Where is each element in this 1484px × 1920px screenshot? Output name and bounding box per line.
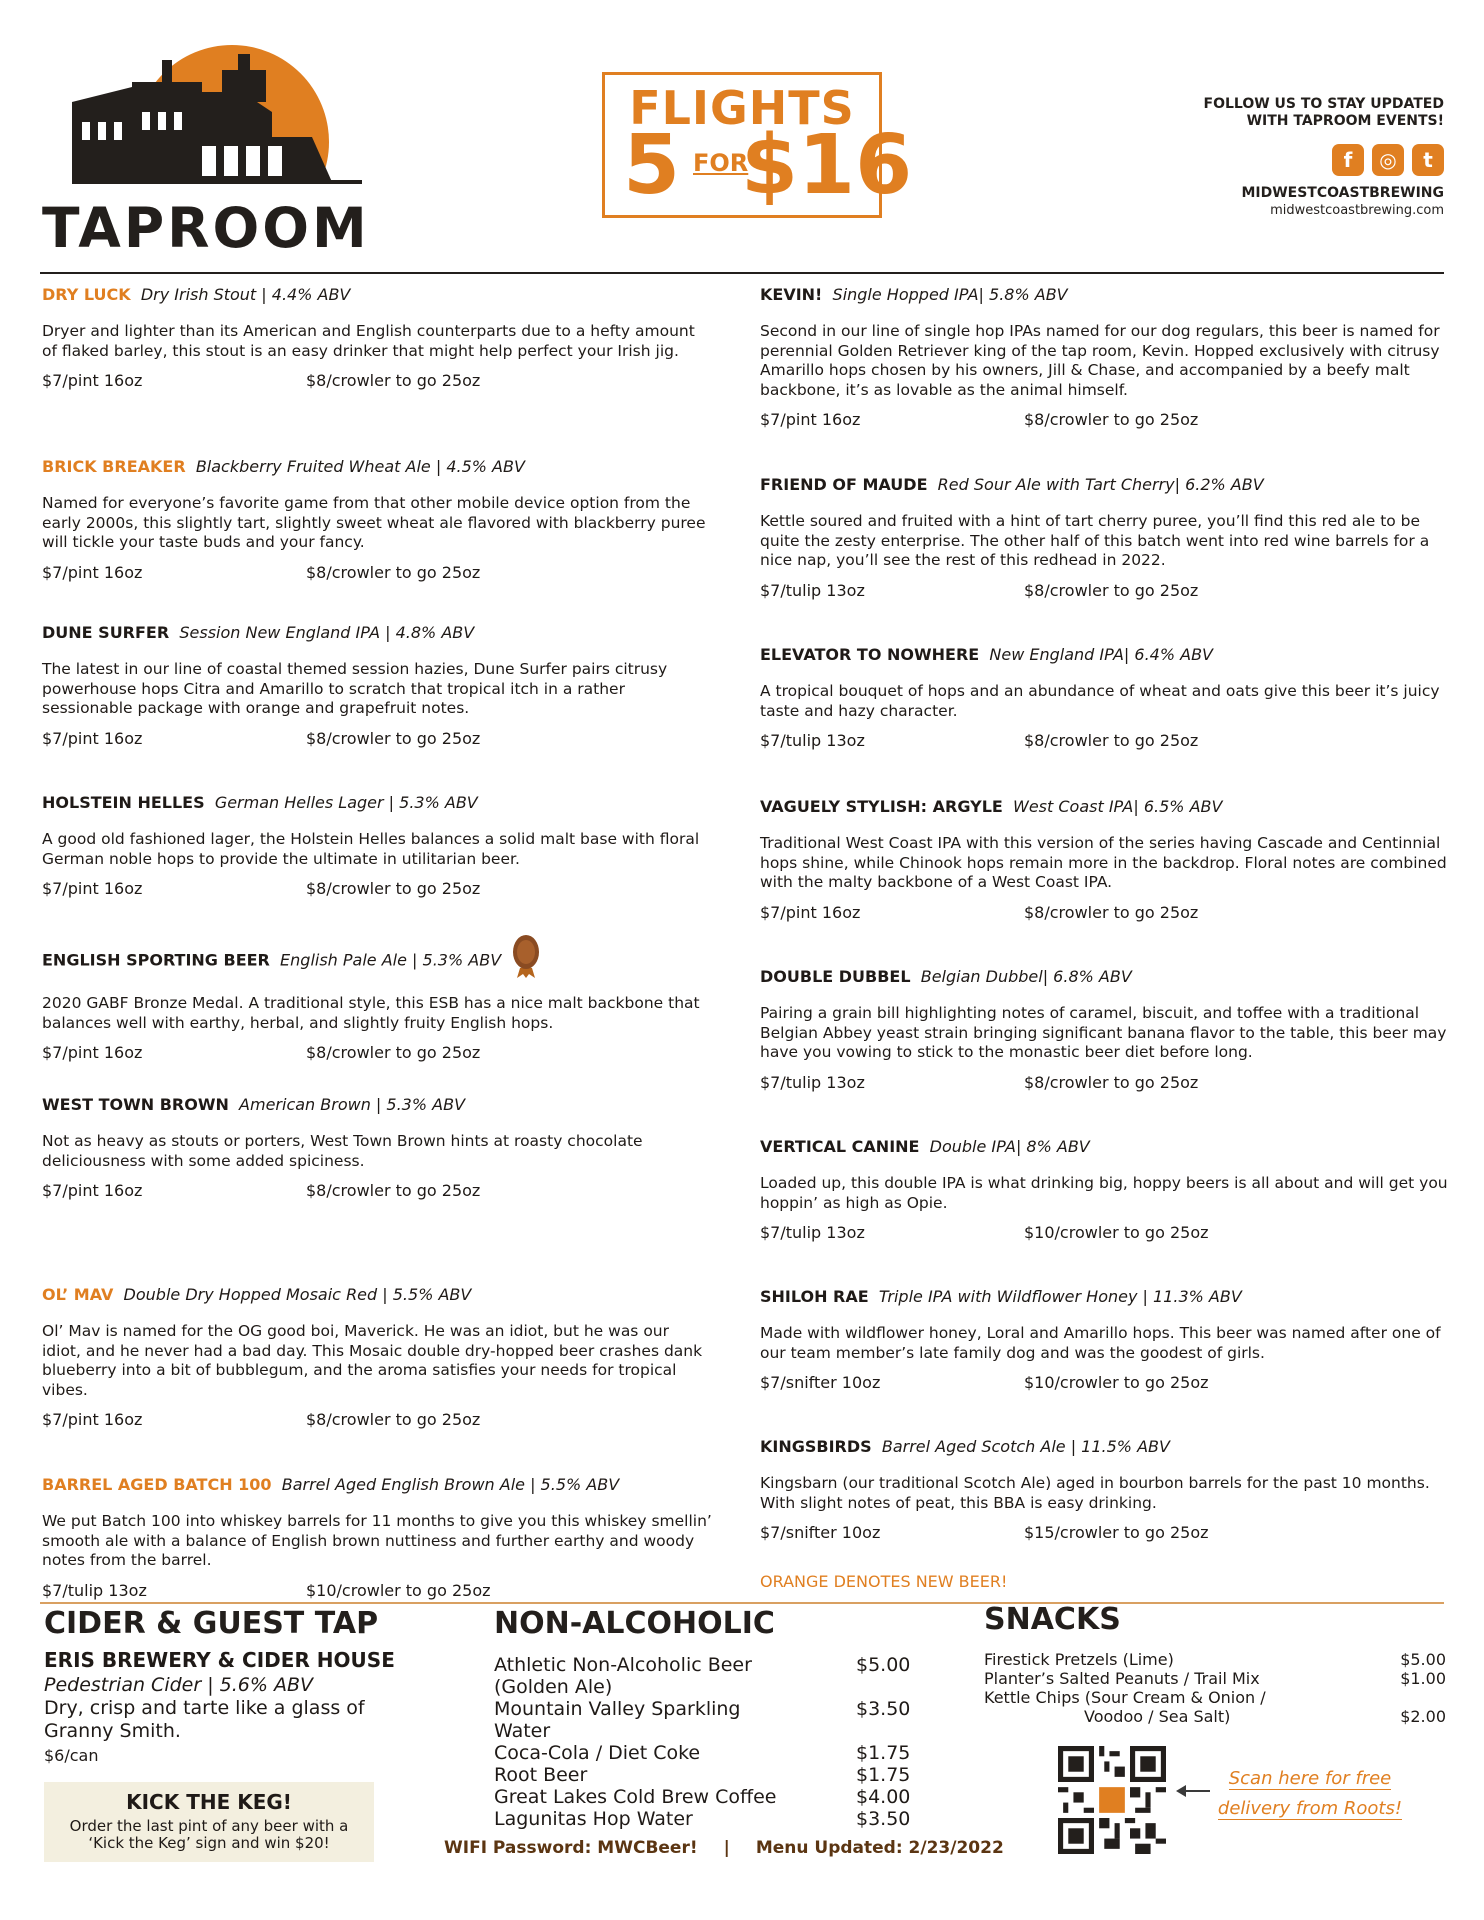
flights-title: FLIGHTS (629, 81, 855, 135)
non-alcoholic-title: NON-ALCOHOLIC (494, 1606, 775, 1641)
beer-description: Not as heavy as stouts or porters, West Town Brown hints at roasty chocolate deliciousness with some added spiciness. (42, 1132, 643, 1170)
keg-title: KICK THE KEG! (126, 1790, 292, 1814)
beer-header (760, 1436, 1450, 1458)
beer-header (42, 944, 712, 978)
beer-description: A good old fashioned lager, the Holstein Helles balances a solid malt base with floral German noble hops to provide the ultimate in utilitarian beer. (42, 830, 700, 868)
beer-description: 2020 GABF Bronze Medal. A traditional style, this ESB has a nice malt backbone that balances well with earthy, herbal, and slightly fruity English hops. (42, 994, 700, 1032)
beer-prices (760, 1223, 1450, 1245)
beer-description: Made with wildflower honey, Loral and Amarillo hops. This beer was named after one of our team member’s late family dog and was the goodest of girls. (760, 1324, 1441, 1362)
beer-description: Second in our line of single hop IPAs named for our dog regulars, this beer is named for perennial Golden Retriever king of the tap room, Kevin. Hopped exclusively with citrusy Amarillo hops chosen by his owners, Jill & Chase, and accompanied by a beefy malt backbone, it’s as lovable as the animal himself. (760, 322, 1440, 399)
pint-price: $7/tulip 13oz (760, 1223, 865, 1242)
beer-header (760, 796, 1450, 818)
item-name: Coca-Cola / Diet Coke (494, 1742, 701, 1764)
item-price: $1.75 (856, 1764, 911, 1786)
crowler-price: $8/crowler to go 25oz (306, 728, 481, 748)
pint-price: $7/tulip 13oz (760, 580, 865, 600)
menu-row (984, 1669, 1446, 1688)
menu-row (494, 1654, 914, 1698)
flights-promo (602, 72, 913, 218)
beer-name: KINGSBIRDS (760, 1437, 872, 1456)
beer-header (760, 1136, 1450, 1158)
menu-row (984, 1707, 1446, 1726)
beer-prices (760, 410, 1450, 432)
beer-name: DRY LUCK (42, 285, 131, 304)
crowler-price: $8/crowler to go 25oz (306, 879, 481, 898)
beer-item (760, 474, 1450, 603)
pint-price: $7/pint 16oz (760, 902, 861, 922)
crowler-price: $8/crowler to go 25oz (1024, 731, 1199, 750)
pint-price: $7/pint 16oz (42, 1043, 143, 1062)
pint-price: $7/pint 16oz (42, 879, 143, 898)
snacks-list (984, 1650, 1446, 1726)
beer-prices (760, 1073, 1450, 1095)
follow-text (1144, 96, 1444, 130)
item-name: Kettle Chips (Sour Cream & Onion / (984, 1688, 1266, 1707)
crowler-price: $8/crowler to go 25oz (306, 562, 481, 582)
facebook-icon[interactable]: f (1332, 144, 1364, 176)
beer-header (42, 1094, 712, 1116)
item-name: Voodoo / Sea Salt) (1084, 1707, 1231, 1726)
beer-prices (760, 581, 1450, 603)
beer-description: The latest in our line of coastal themed session hazies, Dune Surfer pairs citrusy powerhouse hops Citra and Amarillo to scratch that tropical itch in a rather sessionable package with orange and grapefruit notes. (42, 660, 668, 717)
keg-text: Order the last pint of any beer with a ‘Kick the Keg’ sign and win $20! (69, 1817, 349, 1852)
beer-description: We put Batch 100 into whiskey barrels for 11 months to give you this whiskey smellin’ smooth ale with a balance of English brown nuttiness and further earthy and woody notes from the barrel. (42, 1512, 712, 1569)
beer-prices (42, 563, 712, 585)
beer-style: New England IPA| 6.4% ABV (989, 645, 1213, 664)
beer-name: SHILOH RAE (760, 1287, 869, 1306)
crowler-price: $8/crowler to go 25oz (306, 1043, 481, 1062)
beer-style: Dry Irish Stout | 4.4% ABV (140, 285, 351, 304)
beer-description: Loaded up, this double IPA is what drinking big, hoppy beers is all about and will get you hoppin’ as high as Opie. (760, 1174, 1448, 1212)
scan-note (1210, 1764, 1410, 1824)
follow-line-2: WITH TAPROOM EVENTS! (1246, 113, 1444, 129)
brand-url[interactable]: midwestcoastbrewing.com (1270, 203, 1444, 218)
beer-style: English Pale Ale | 5.3% ABV (280, 950, 502, 970)
beer-style: Double IPA| 8% ABV (929, 1137, 1090, 1156)
beer-style: West Coast IPA| 6.5% ABV (1013, 797, 1223, 816)
beer-prices (760, 1523, 1450, 1545)
item-name: Planter’s Salted Peanuts / Trail Mix (984, 1669, 1260, 1688)
beer-description: Named for everyone’s favorite game from that other mobile device option from the early 2000s, this slightly tart, slightly sweet wheat ale flavored with blackberry puree will tickle your taste buds and your fancy. (42, 494, 706, 551)
kick-the-keg-box (44, 1782, 374, 1862)
menu-updated: Menu Updated: 2/23/2022 (755, 1838, 1004, 1858)
beer-item (42, 1284, 712, 1432)
beer-description: Traditional West Coast IPA with this version of the series having Cascade and Centinnial hops shine, while Chinook hops remain more in the backdrop. Floral notes are combined with the malty backbone of a West Coast IPA. (760, 834, 1447, 891)
beer-style: Session New England IPA | 4.8% ABV (179, 623, 475, 642)
beer-name: FRIEND OF MAUDE (760, 475, 928, 494)
beer-prices (42, 1581, 712, 1603)
qr-code[interactable] (1058, 1746, 1166, 1854)
beer-item (42, 622, 712, 751)
beer-header (42, 622, 712, 644)
beer-name: ENGLISH SPORTING BEER (42, 950, 270, 970)
item-price: $3.50 (856, 1808, 911, 1830)
beer-header (42, 1284, 712, 1306)
beer-item (42, 1094, 712, 1203)
cider-price: $6/can (44, 1746, 99, 1765)
social-icons (1332, 144, 1444, 176)
menu-row (494, 1698, 914, 1742)
flights-for: FOR (693, 149, 749, 177)
beer-item (760, 796, 1450, 925)
beer-description: A tropical bouquet of hops and an abundance of wheat and oats give this beer it’s juicy taste and hazy character. (760, 682, 1440, 720)
menu-row (984, 1650, 1446, 1669)
item-price: $4.00 (856, 1786, 911, 1808)
beer-name: BRICK BREAKER (42, 457, 186, 476)
beer-style: Single Hopped IPA| 5.8% ABV (832, 285, 1068, 304)
section-divider (40, 1602, 1444, 1604)
beer-header (760, 966, 1450, 988)
beer-item (42, 1474, 712, 1603)
pint-price: $7/snifter 10oz (760, 1523, 881, 1542)
menu-row (494, 1764, 914, 1786)
item-name: Firestick Pretzels (Lime) (984, 1650, 1174, 1669)
pint-price: $7/pint 16oz (760, 410, 861, 429)
beer-prices (42, 1410, 712, 1432)
item-price: $3.50 (856, 1698, 911, 1720)
beer-item (760, 1136, 1450, 1245)
snacks-title: SNACKS (984, 1602, 1121, 1637)
crowler-price: $8/crowler to go 25oz (306, 1181, 481, 1200)
beer-item (760, 284, 1450, 432)
beer-name: WEST TOWN BROWN (42, 1095, 229, 1114)
crowler-price: $10/crowler to go 25oz (1024, 1373, 1209, 1392)
pint-price: $7/pint 16oz (42, 1410, 143, 1429)
beer-header (42, 284, 712, 306)
menu-row (494, 1786, 914, 1808)
beer-name: VERTICAL CANINE (760, 1137, 920, 1156)
flights-count: 5 (623, 118, 681, 213)
item-name: Lagunitas Hop Water (494, 1808, 693, 1830)
item-name: Great Lakes Cold Brew Coffee (494, 1786, 777, 1808)
beer-style: Triple IPA with Wildflower Honey | 11.3% ABV (878, 1287, 1242, 1306)
flights-price: $16 (741, 118, 913, 213)
instagram-icon[interactable]: ◎ (1372, 144, 1404, 176)
beer-name: HOLSTEIN HELLES (42, 793, 205, 812)
pint-price: $7/pint 16oz (42, 371, 143, 390)
beer-description: Dryer and lighter than its American and English counterparts due to a hefty amount of flaked barley, this stout is an easy drinker that might help perfect your Irish jig. (42, 322, 695, 360)
beer-name: KEVIN! (760, 285, 823, 304)
beer-prices (760, 1373, 1450, 1395)
beer-name: BARREL AGED BATCH 100 (42, 1475, 272, 1494)
crowler-price: $8/crowler to go 25oz (1024, 902, 1199, 922)
cider-title: CIDER & GUEST TAP (44, 1606, 379, 1641)
crowler-price: $8/crowler to go 25oz (1024, 580, 1199, 600)
beer-item (42, 944, 712, 1065)
follow-line-1: FOLLOW US TO STAY UPDATED (1203, 96, 1444, 112)
menu-row (984, 1688, 1446, 1707)
item-price: $1.75 (856, 1742, 911, 1764)
cider-description: Dry, crisp and tarte like a glass of Granny Smith. (44, 1697, 365, 1742)
beer-name: DOUBLE DUBBEL (760, 967, 911, 986)
crowler-price: $8/crowler to go 25oz (306, 1410, 481, 1429)
twitter-icon[interactable]: t (1412, 144, 1444, 176)
crowler-price: $8/crowler to go 25oz (1024, 1072, 1199, 1092)
crowler-price: $10/crowler to go 25oz (306, 1580, 491, 1600)
beer-header (42, 792, 712, 814)
item-name: Mountain Valley Sparkling Water (494, 1698, 741, 1742)
beer-style: German Helles Lager | 5.3% ABV (214, 793, 478, 812)
arrow-left-icon (1176, 1784, 1210, 1798)
wifi-password: WIFI Password: MWCBeer! (444, 1838, 698, 1858)
crowler-price: $8/crowler to go 25oz (1024, 410, 1199, 429)
medal-icon (511, 934, 541, 978)
cider-style: Pedestrian Cider | 5.6% ABV (44, 1674, 313, 1696)
beer-description: Pairing a grain bill highlighting notes of caramel, biscuit, and toffee with a traditional Belgian Abbey yeast strain bringing significant banana flavor to the table, this beer may have you vowing to stick to the monastic beer diet before long. (760, 1004, 1447, 1061)
cider-brewery: ERIS BREWERY & CIDER HOUSE (44, 1648, 395, 1672)
beer-description: Kettle soured and fruited with a hint of tart cherry puree, you’ll find this red ale to be quite the zesty enterprise. The other half of this batch went into red wine barrels for a nice nap, you’ll see the rest of this redhead in 2022. (760, 512, 1430, 569)
item-name: Root Beer (494, 1764, 588, 1786)
item-name: Athletic Non-Alcoholic Beer (Golden Ale) (494, 1654, 752, 1698)
beer-description: Kingsbarn (our traditional Scotch Ale) aged in bourbon barrels for the past 10 months. With slight notes of peat, this BBA is easy drinking. (760, 1474, 1430, 1512)
beer-item (760, 1286, 1450, 1395)
beer-style: Barrel Aged Scotch Ale | 11.5% ABV (881, 1437, 1170, 1456)
pint-price: $7/tulip 13oz (760, 1072, 865, 1092)
pint-price: $7/snifter 10oz (760, 1373, 881, 1392)
beer-prices (42, 879, 712, 901)
beer-prices (760, 731, 1450, 753)
beer-prices (42, 1043, 712, 1065)
beer-name: ELEVATOR TO NOWHERE (760, 645, 980, 664)
beer-prices (42, 1181, 712, 1203)
item-price: $1.00 (1400, 1669, 1446, 1688)
beer-item (760, 966, 1450, 1095)
beer-style: Barrel Aged English Brown Ale | 5.5% ABV (281, 1475, 620, 1494)
crowler-price: $15/crowler to go 25oz (1024, 1523, 1209, 1542)
item-price: $2.00 (1400, 1707, 1446, 1726)
beer-style: American Brown | 5.3% ABV (239, 1095, 466, 1114)
pint-price: $7/pint 16oz (42, 1181, 143, 1200)
beer-header (760, 644, 1450, 666)
beer-style: Belgian Dubbel| 6.8% ABV (920, 967, 1132, 986)
beer-header (760, 474, 1450, 496)
beer-header (760, 1286, 1450, 1308)
new-beer-note: ORANGE DENOTES NEW BEER! (760, 1572, 1008, 1591)
item-price: $5.00 (856, 1654, 911, 1676)
beer-item (42, 792, 712, 901)
crowler-price: $8/crowler to go 25oz (306, 371, 481, 390)
beer-header (42, 456, 712, 478)
beer-style: Blackberry Fruited Wheat Ale | 4.5% ABV (195, 457, 525, 476)
item-price: $5.00 (1400, 1650, 1446, 1669)
beer-name: OL’ MAV (42, 1285, 114, 1304)
crowler-price: $10/crowler to go 25oz (1024, 1223, 1209, 1242)
beer-description: Ol’ Mav is named for the OG good boi, Maverick. He was an idiot, but he was our idiot, and he never had a bad day. This Mosaic double dry-hopped beer crashes dank blueberry into a bit of bubblegum, and the aroma satisfies your needs for tropical vibes. (42, 1322, 703, 1399)
pint-price: $7/pint 16oz (42, 728, 143, 748)
beer-prices (760, 903, 1450, 925)
beer-style: Double Dry Hopped Mosaic Red | 5.5% ABV (123, 1285, 472, 1304)
scan-line-2: delivery from Roots! (1217, 1798, 1403, 1819)
brand-name: MIDWESTCOASTBREWING (1241, 185, 1444, 201)
pint-price: $7/tulip 13oz (42, 1580, 147, 1600)
logo-word: TAPROOM (42, 196, 370, 260)
beer-item (760, 644, 1450, 753)
beer-style: Red Sour Ale with Tart Cherry| 6.2% ABV (937, 475, 1264, 494)
footer (444, 1838, 1004, 1858)
scan-line-1: Scan here for free (1228, 1768, 1392, 1789)
menu-row (494, 1742, 914, 1764)
non-alcoholic-list (494, 1654, 914, 1830)
beer-header (42, 1474, 712, 1496)
footer-separator: | (723, 1838, 730, 1858)
pint-price: $7/tulip 13oz (760, 731, 865, 750)
beer-name: VAGUELY STYLISH: ARGYLE (760, 797, 1003, 816)
beer-name: DUNE SURFER (42, 623, 170, 642)
beer-item (42, 456, 712, 585)
beer-prices (42, 371, 712, 393)
header-divider (40, 272, 1444, 274)
pint-price: $7/pint 16oz (42, 562, 143, 582)
beer-item (760, 1436, 1450, 1545)
beer-prices (42, 729, 712, 751)
beer-header (760, 284, 1450, 306)
beer-item (42, 284, 712, 393)
menu-row (494, 1808, 914, 1830)
